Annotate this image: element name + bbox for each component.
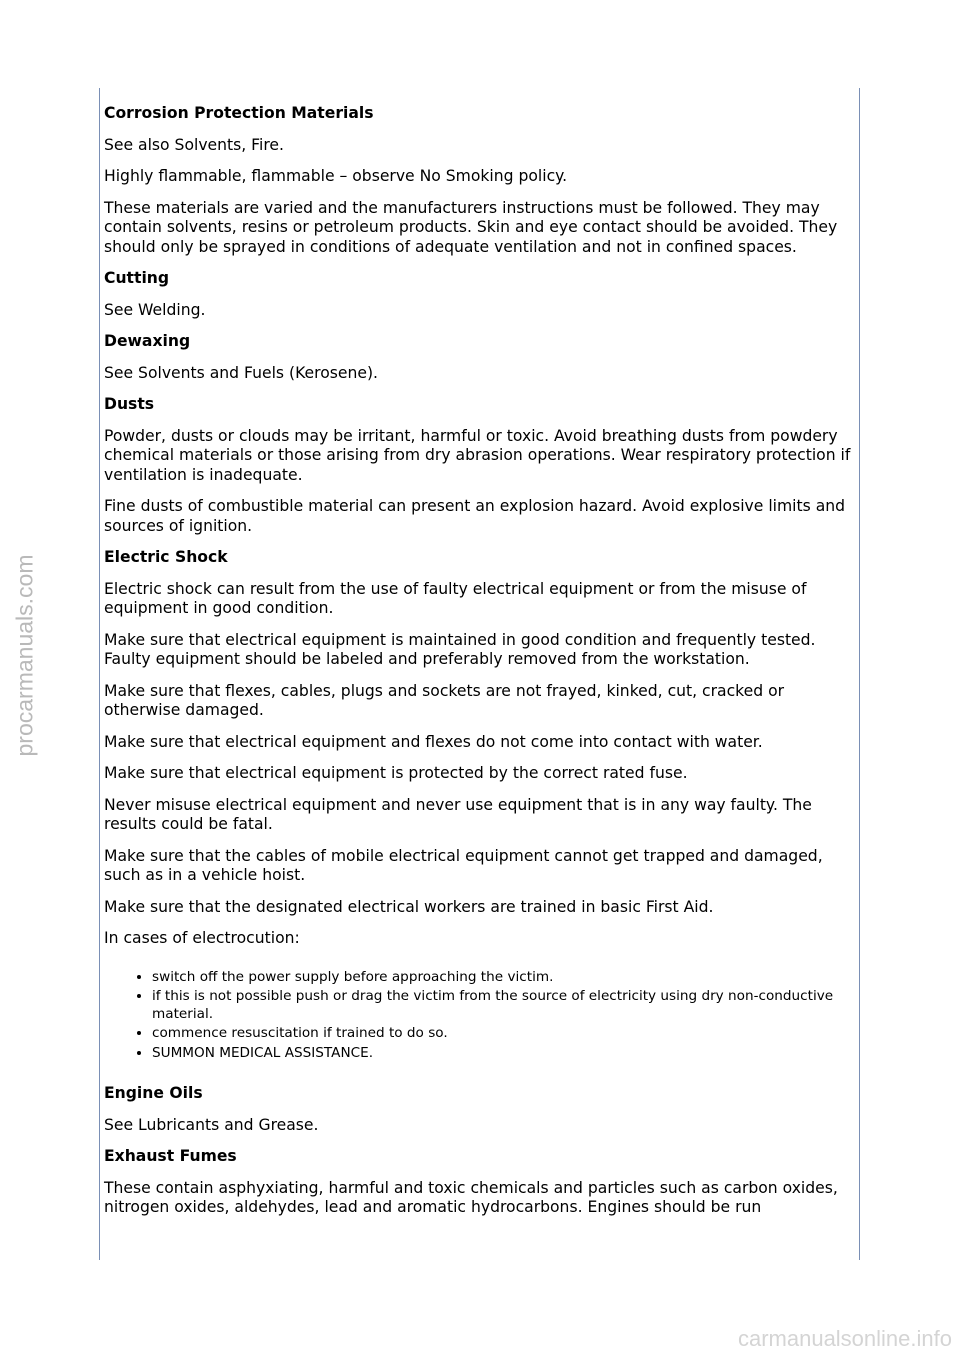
heading-electric-shock: Electric Shock [104,548,228,566]
list-item: • if this is not possible push or drag the victim from the source of electricity using dry non-conductive material. [152,988,856,1023]
heading-corrosion-protection-materials: Corrosion Protection Materials [104,104,374,122]
side-watermark-text: procarmanuals.com [11,554,38,756]
heading-dusts: Dusts [104,395,155,413]
paragraph: Fine dusts of combustible material can present an explosion hazard. Avoid explosive limits and sources of ignition. [104,497,846,535]
paragraph: See also Solvents, Fire. [104,135,284,154]
paragraph: These contain asphyxiating, harmful and toxic chemicals and particles such as carbon oxides, nitrogen oxides, aldehydes, lead and aromatic hydrocarbons. Engines should be run [104,1178,838,1216]
list-item: • SUMMON MEDICAL ASSISTANCE. [152,1045,856,1063]
paragraph: See Solvents and Fuels (Kerosene). [104,363,378,382]
document-body [104,104,856,1230]
paragraph: See Welding. [104,300,206,319]
paragraph: Make sure that flexes, cables, plugs and sockets are not frayed, kinked, cut, cracked or otherwise damaged. [104,681,785,719]
list-item: • commence resuscitation if trained to do so. [152,1025,856,1043]
paragraph: Never misuse electrical equipment and never use equipment that is in any way faulty. The results could be fatal. [104,795,812,833]
list-item: • switch off the power supply before approaching the victim. [152,969,856,987]
paragraph: Make sure that electrical equipment is maintained in good condition and frequently tested. Faulty equipment should be labeled and preferably removed from the workstation. [104,630,816,668]
paragraph: Powder, dusts or clouds may be irritant, harmful or toxic. Avoid breathing dusts from powdery chemical materials or those arising from dry abrasion operations. Wear respiratory protection if ventilation is inadequate. [104,426,851,484]
bottom-watermark: carmanualsonline.info [737,1326,952,1351]
paragraph: Make sure that electrical equipment is protected by the correct rated fuse. [104,764,688,782]
paragraph: Electric shock can result from the use of faulty electrical equipment or from the misuse of equipment in good condition. [104,579,807,617]
paragraph: See Lubricants and Grease. [104,1115,319,1134]
right-margin-rule [859,88,860,1260]
heading-engine-oils: Engine Oils [104,1084,203,1102]
heading-dewaxing: Dewaxing [104,332,191,350]
electrocution-steps-list [104,969,856,1063]
left-margin-rule [99,88,100,1260]
side-watermark [10,554,40,756]
paragraph: These materials are varied and the manufacturers instructions must be followed. They may contain solvents, resins or petroleum products. Skin and eye contact should be avoided. They should only be sprayed in conditions of adequate ventilation and not in confined spaces. [104,198,838,256]
paragraph: Make sure that the cables of mobile electrical equipment cannot get trapped and damaged, such as in a vehicle hoist. [104,846,823,884]
paragraph: In cases of electrocution: [104,929,300,947]
paragraph: Make sure that the designated electrical workers are trained in basic First Aid. [104,897,714,916]
heading-exhaust-fumes: Exhaust Fumes [104,1147,237,1165]
paragraph: Make sure that electrical equipment and flexes do not come into contact with water. [104,732,763,751]
heading-cutting: Cutting [104,269,170,287]
paragraph: Highly flammable, flammable – observe No Smoking policy. [104,167,568,185]
